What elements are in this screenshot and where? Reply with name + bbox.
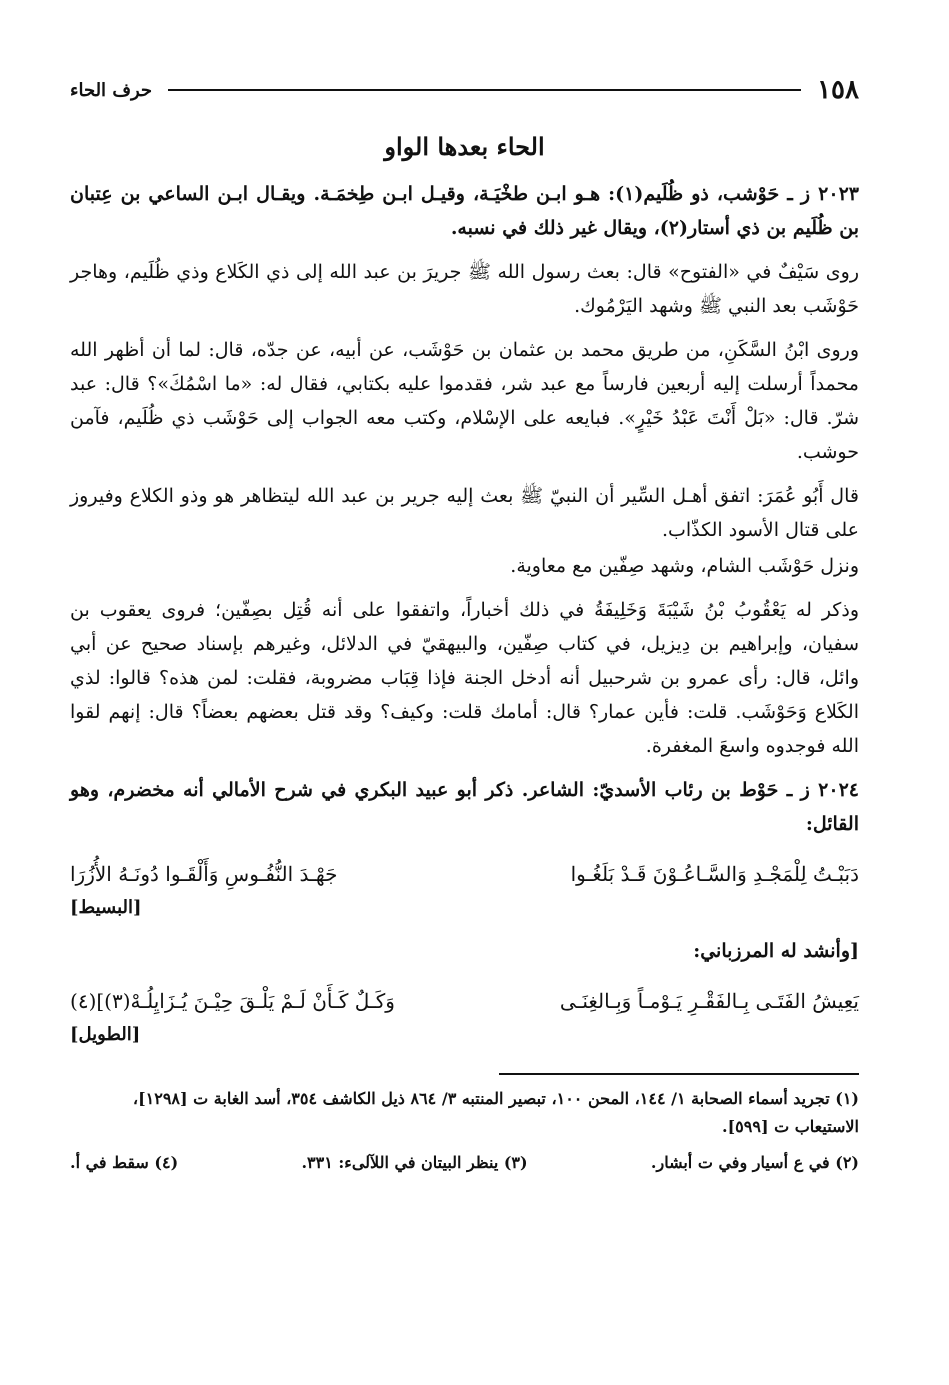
verse-2-second-hemistich: وَكَـلٌ كَـأَنْ لَـمْ يَلْـقَ حِيْـنَ يُـزَايِلُـهْ(٣)](٤) <box>70 989 395 1013</box>
footnote-rule <box>499 1073 859 1075</box>
footnote-row <box>70 1149 859 1177</box>
verse-line-2 <box>70 982 859 1020</box>
meter-label-basit: [البسيط] <box>70 897 142 918</box>
marzubani-intro: [وأنشد له المرزباني: <box>693 940 859 962</box>
footnote-2: (٢) في ع أسيار وفي ت أبشار. <box>650 1152 859 1172</box>
meter-label-tawil: [الطويل] <box>70 1024 141 1045</box>
poem-2 <box>70 982 859 1045</box>
page-number: ١٥٨ <box>817 75 859 105</box>
book-page <box>70 70 859 1345</box>
chapter-name: حرف الحاء <box>70 79 153 101</box>
entry-2024-heading-paragraph: ٢٠٢٤ ز ـ حَوْط بن رئاب الأسديّ: الشاعر. ذكر أبو عبيد البكري في شرح الأمالي أنه مخضرم، وهو القائل: <box>70 779 859 835</box>
entry-2023-paragraph-yaqub: وذكر له يَعْقُوبُ بْنُ شَيْبَةَ وَخَلِيفَةُ في ذلك أخباراً، واتفقوا على أنه قُتِل بصِفّين؛ فروى يعقوب بن سفيان، وإبراهيم بن دِيزيل، في كتاب صِفّين، والبيهقيّ في الدلائل، وغيرهم بإسناد صحيح عن أبي وائل، قال: رأى عمرو بن شرحبيل أنه أدخل الجنة فإذا قِبَاب مضروبة، فقلت: لمن هذه؟ قالوا: لذي الكَلاع وَحَوْشَب. قلت: فأين عمار؟ قال: أمامك قلت: وكيف؟ وقد قتل بعضهم بعضاً؟ قال: إنهم لقوا الله فوجدوه واسعَ المغفرة. <box>70 599 859 757</box>
verse-line-1 <box>70 855 859 893</box>
entry-2023-paragraph-abu-umar: قال أَبُو عُمَرَ: اتفق أهـل السِّير أن النبيّ ﷺ بعث إليه جرير بن عبد الله ليتظاهر هو وذو الكلاع وفيروز على قتال الأسود الكذّاب. <box>70 485 859 541</box>
footnotes <box>70 1085 859 1177</box>
verse-1-first-hemistich: دَبَبْـتُ لِلْمَجْـدِ وَالسَّـاعُـوْنَ قَـدْ بَلَغُـوا <box>570 862 859 886</box>
entry-2023-paragraph-sham: ونزل حَوْشَب الشام، وشهد صِفّين مع معاوية. <box>510 555 859 577</box>
running-head <box>70 70 859 110</box>
header-rule <box>168 89 801 91</box>
footnote-1: (١) تجريد أسماء الصحابة ١/ ١٤٤، المحن ١٠٠، تبصير المنتبه ٣/ ٨٦٤ ذيل الكاشف ٣٥٤، أسد الغابة ت [١٢٩٨]، الاستيعاب ت [٥٩٩]. <box>132 1088 859 1136</box>
poem-1 <box>70 855 859 918</box>
footnote-4: (٤) سقط في أ. <box>70 1152 179 1172</box>
verse-1-second-hemistich: جَهْـدَ النُّفُـوسِ وَأَلْقَـوا دُونَـهُ الأُزُرَا <box>70 862 338 886</box>
section-title: الحاء بعدها الواو <box>384 132 545 161</box>
footnote-3: (٣) ينظر البيتان في اللآلىء: ٣٣١. <box>301 1152 528 1172</box>
entry-2023-paragraph-sayf: روى سَيْفٌ في «الفتوح» قال: بعث رسول الله ﷺ جريرَ بن عبد الله إلى ذي الكَلاع وذي ظُلَيم، وهاجر حَوْشَب بعد النبي ﷺ وشهد اليَرْمُوك. <box>70 261 859 317</box>
entry-2023-paragraph-ibn-sakan: وروى ابْنُ السَّكَنِ، من طريق محمد بن عثمان بن حَوْشَب، عن أبيه، عن جدّه، قال: لما أن أظهر الله محمداً أرسلت إليه أربعين فارساً مع عبد شر، فقدموا عليه بكتابي، فقال له: «ما اسْمُكَ»؟ قال: عبد شرّ. قال: «بَلْ أَنْتَ عَبْدُ خَيْرٍ». فبايعه على الإسْلام، وكتب معه الجواب إلى حَوْشَب ذي ظُلَيم، فآمن حوشب. <box>70 339 859 463</box>
entry-2023-heading-paragraph: ٢٠٢٣ ز ـ حَوْشب، ذو ظُلَيم(١): هـو ابـن طخْيَـة، وقيـل ابـن طِخمَـة. ويقـال ابـن الساعي بن عِتبان بن ظُلَيم بن ذي أستار(٢)، ويقال غير ذلك في نسبه. <box>70 183 859 239</box>
verse-2-first-hemistich: يَعِيشُ الفَتَـى بِـالفَقْـرِ يَـوْمـاً وَبِـالغِنَـى <box>559 989 859 1013</box>
